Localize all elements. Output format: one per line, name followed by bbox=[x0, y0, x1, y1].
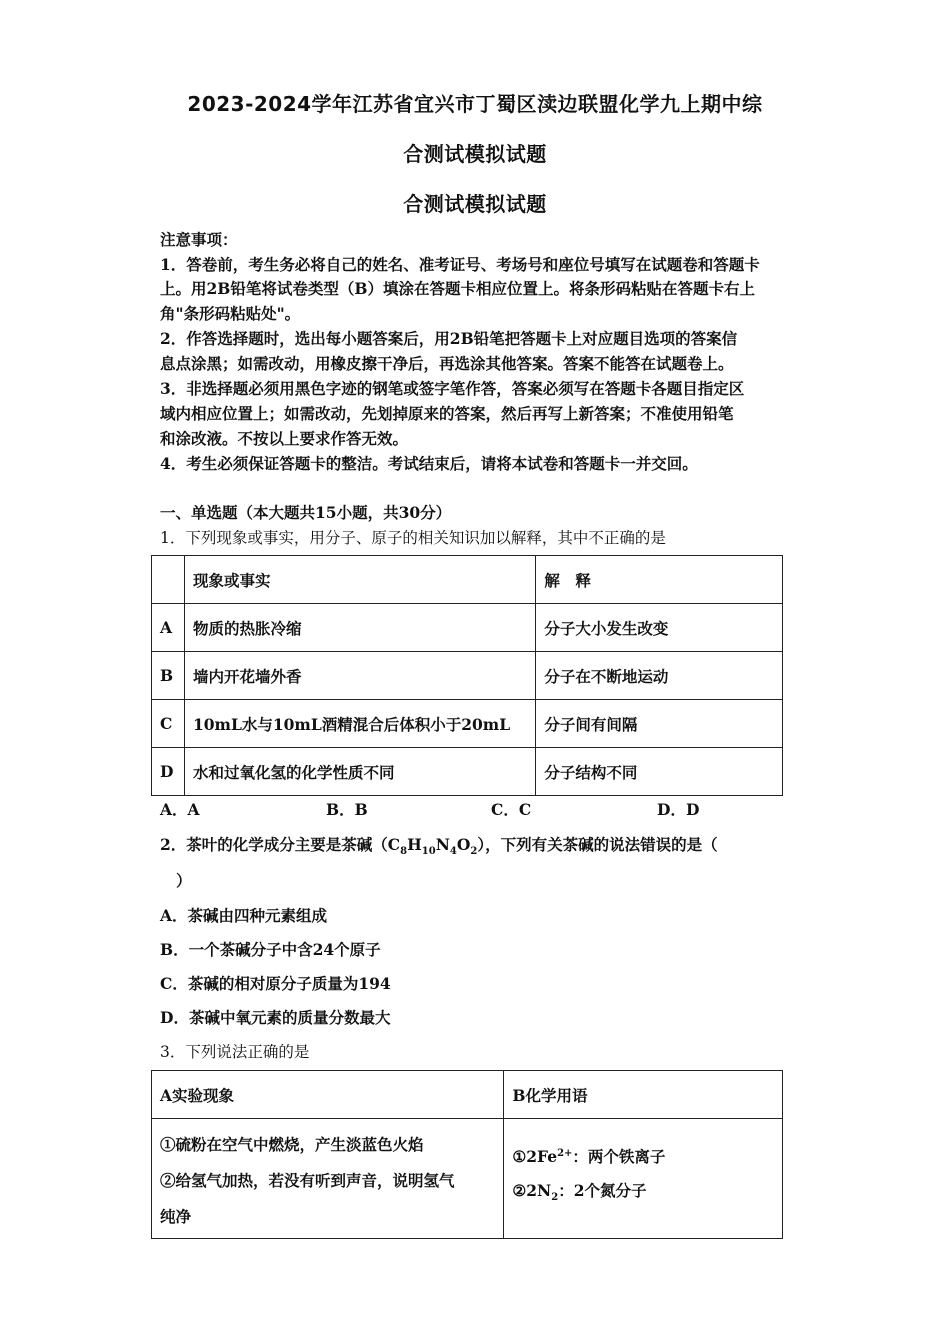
table-header-cell: 现象或事实 bbox=[184, 556, 535, 604]
row-label: A bbox=[152, 604, 185, 652]
notice-line: 2．作答选择题时，选出每小题答案后，用2B铅笔把答题卡上对应题目选项的答案信 bbox=[160, 329, 738, 348]
table-cell bbox=[152, 556, 185, 604]
table-cell bbox=[504, 1119, 783, 1239]
table-header-cell: A实验现象 bbox=[152, 1071, 504, 1119]
table-cell: 物质的热胀冷缩 bbox=[184, 604, 535, 652]
table-row bbox=[152, 748, 783, 796]
page-title-line-1: 2023-2024学年江苏省宜兴市丁蜀区渎边联盟化学九上期中综 bbox=[187, 92, 763, 116]
notice-line: 3．非选择题必须用黑色字迹的钢笔或签字笔作答，答案必须写在答题卡各题目指定区 bbox=[160, 379, 745, 398]
question-2-stem-before: 2．茶叶的化学成分主要是茶碱（ bbox=[160, 835, 388, 854]
cell-line: ②给氢气加热，若没有听到声音，说明氢气 bbox=[160, 1171, 455, 1190]
notice-heading: 注意事项： bbox=[160, 230, 238, 249]
table-cell: 墙内开花墙外香 bbox=[184, 652, 535, 700]
table-row bbox=[152, 1119, 783, 1239]
row-label: C bbox=[152, 700, 185, 748]
option-c: C．C bbox=[491, 800, 532, 819]
cell-line: $①2Fe^{2+}$：两个铁离子 bbox=[512, 1147, 666, 1167]
question-2-stem-after: ），下列有关茶碱的说法错误的是（ bbox=[477, 835, 718, 854]
row-label: B bbox=[152, 652, 185, 700]
question-3-stem: 3．下列说法正确的是 bbox=[160, 1043, 310, 1061]
table-cell bbox=[152, 1119, 504, 1239]
table-row bbox=[152, 652, 783, 700]
notice-line: 角"条形码粘贴处"。 bbox=[160, 304, 301, 323]
option-b: B．B bbox=[326, 800, 368, 819]
table-header-cell: 解 释 bbox=[536, 556, 783, 604]
table-cell: 分子在不断地运动 bbox=[536, 652, 783, 700]
caffeine-formula: $C_8H_{10}N_4O_2$ bbox=[387, 835, 478, 858]
cell-line: ①硫粉在空气中燃烧，产生淡蓝色火焰 bbox=[160, 1135, 424, 1154]
question-1-stem: 1．下列现象或事实，用分子、原子的相关知识加以解释，其中不正确的是 bbox=[160, 529, 666, 547]
table-row bbox=[152, 700, 783, 748]
notice-line: 域内相应位置上；如需改动，先划掉原来的答案，然后再写上新答案；不准使用铅笔 bbox=[160, 404, 734, 423]
question-2-option-c: C．茶碱的相对原分子质量为194 bbox=[160, 974, 391, 993]
question-3-table bbox=[151, 1070, 783, 1239]
table-cell: 分子结构不同 bbox=[536, 748, 783, 796]
cell-line: 纯净 bbox=[160, 1207, 192, 1226]
question-1-table bbox=[151, 555, 783, 796]
table-row bbox=[152, 556, 783, 604]
notice-line: 上。用2B铅笔将试卷类型（B）填涂在答题卡相应位置上。将条形码粘贴在答题卡右上 bbox=[160, 279, 755, 298]
notice-line: 1．答卷前，考生务必将自己的姓名、准考证号、考场号和座位号填写在试题卷和答题卡 bbox=[160, 255, 760, 274]
question-2-option-d: D．茶碱中氧元素的质量分数最大 bbox=[160, 1008, 391, 1027]
question-2-stem-close: ） bbox=[176, 871, 192, 890]
section-heading: 一、单选题（本大题共15小题，共30分） bbox=[160, 503, 452, 522]
question-2-option-a: A．茶碱由四种元素组成 bbox=[160, 906, 328, 925]
question-2-stem bbox=[160, 833, 800, 857]
row-label: D bbox=[152, 748, 185, 796]
table-cell: 10mL水与10mL酒精混合后体积小于20mL bbox=[184, 700, 535, 748]
notice-line: 和涂改液。不按以上要求作答无效。 bbox=[160, 429, 409, 448]
option-d: D．D bbox=[657, 800, 700, 819]
page-title-line-3: 合测试模拟试题 bbox=[403, 192, 547, 216]
table-header-cell: B化学用语 bbox=[504, 1071, 783, 1119]
table-cell: 分子大小发生改变 bbox=[536, 604, 783, 652]
table-cell: 水和过氧化氢的化学性质不同 bbox=[184, 748, 535, 796]
question-2-option-b: B．一个茶碱分子中含24个原子 bbox=[160, 940, 381, 959]
table-row bbox=[152, 604, 783, 652]
option-a: A．A bbox=[160, 800, 200, 819]
page-title-line-2: 合测试模拟试题 bbox=[403, 142, 547, 166]
table-cell: 分子间有间隔 bbox=[536, 700, 783, 748]
table-row bbox=[152, 1071, 783, 1119]
cell-line: $②2N_2$：2个氮分子 bbox=[512, 1181, 647, 1204]
notice-line: 4．考生必须保证答题卡的整洁。考试结束后，请将本试卷和答题卡一并交回。 bbox=[160, 454, 698, 473]
notice-line: 息点涂黑；如需改动，用橡皮擦干净后，再选涂其他答案。答案不能答在试题卷上。 bbox=[160, 354, 734, 373]
